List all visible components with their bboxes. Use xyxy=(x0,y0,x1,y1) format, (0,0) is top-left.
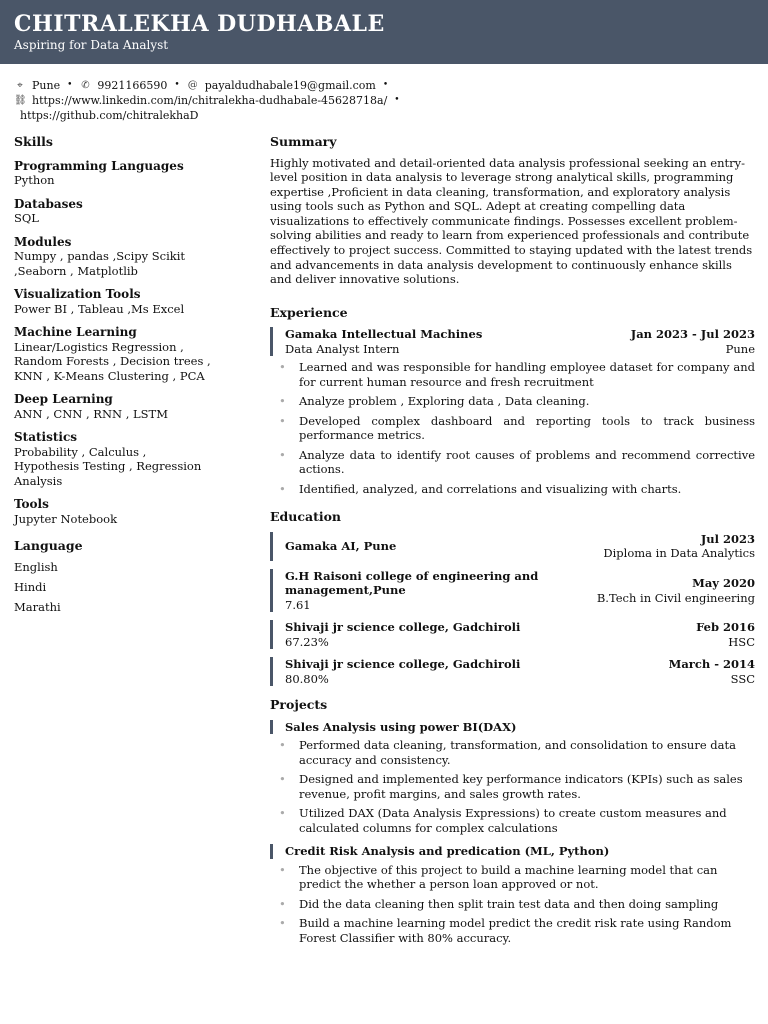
language-title: Language xyxy=(14,538,83,553)
experience-entry xyxy=(270,327,755,356)
project-bullet: • The objective of this project to build a machine learning model that can predict the whether a person loan approved or not. xyxy=(299,863,755,892)
education-score: 7.61 xyxy=(285,597,311,612)
skill-line: Python xyxy=(14,173,55,187)
resume-header xyxy=(0,0,768,64)
education-degree: Diploma in Data Analytics xyxy=(603,546,755,561)
education-entry xyxy=(270,620,755,649)
education-list xyxy=(270,532,755,687)
skill-heading: Statistics xyxy=(14,430,78,444)
language-item: Hindi xyxy=(14,579,47,594)
education-score: 67.23% xyxy=(285,634,329,649)
language-list xyxy=(14,560,244,615)
skill-line: KNN , K-Means Clustering , PCA xyxy=(14,368,205,383)
project-bullet: • Build a machine learning model predict the credit risk rate using Random Forest Classifier with 80% accuracy. xyxy=(299,916,755,945)
education-row xyxy=(285,635,755,650)
skill-line: Jupyter Notebook xyxy=(14,511,118,526)
contact-separator: • xyxy=(382,80,389,90)
project-entry xyxy=(270,844,755,859)
skill-line: ,Seaborn , Matplotlib xyxy=(14,263,138,278)
education-school: Shivaji jr science college, Gadchiroli xyxy=(285,657,521,672)
education-score: 80.80% xyxy=(285,671,329,686)
education-date: Feb 2016 xyxy=(696,620,755,635)
project-bullet: • Designed and implemented key performance indicators (KPIs) such as sales revenue, profit margins, and sales growth rates. xyxy=(299,772,755,801)
skill-heading: Tools xyxy=(14,497,49,511)
project-bullet: • Utilized DAX (Data Analysis Expressions) to create custom measures and calculated columns for complex calculations xyxy=(299,806,755,835)
education-entry xyxy=(270,657,755,686)
education-left xyxy=(285,569,565,613)
language-item: English xyxy=(14,559,58,574)
education-title: Education xyxy=(270,509,342,525)
skill-line: Power BI , Tableau ,Ms Excel xyxy=(14,301,185,316)
contact-separator: • xyxy=(174,80,180,90)
skill-line: ANN , CNN , RNN , LSTM xyxy=(14,406,168,421)
experience-bullets xyxy=(270,360,755,496)
education-right xyxy=(597,576,755,612)
skill-heading: Programming Languages xyxy=(14,158,184,173)
skill-groups xyxy=(14,159,244,527)
education-date: March - 2014 xyxy=(668,657,755,672)
experience-bullet: • Analyze problem , Exploring data , Data cleaning. xyxy=(299,394,755,409)
experience-bullet: • Analyze data to identify root causes of problems and recommend corrective actions. xyxy=(299,448,755,477)
project-bullet: • Did the data cleaning then split train test data and then doing sampling xyxy=(299,897,755,912)
contact-block xyxy=(0,64,768,123)
education-date: May 2020 xyxy=(692,576,755,591)
language-item: Marathi xyxy=(14,599,61,614)
experience-role: Data Analyst Intern xyxy=(285,341,400,356)
contact-github[interactable]: https://github.com/chitralekhaD xyxy=(20,109,199,122)
education-date: Jul 2023 xyxy=(700,531,755,546)
skill-line: Numpy , pandas ,Scipy Scikit xyxy=(14,249,186,263)
project-entry xyxy=(270,720,755,735)
skill-heading: Deep Learning xyxy=(14,392,113,406)
main-column xyxy=(270,135,755,950)
education-row xyxy=(285,620,755,635)
education-row xyxy=(285,532,755,561)
summary-text: Highly motivated and detail-oriented data analysis professional seeking an entry-level position in data analysis to leverage strong analytical skills, programming expertise ,Proficient in data cleaning, transformation, and exploratory analysis using tools such as Python and SQL. Adept at creating compelling data visualizations to effectively communicate findings. Possesses excellent problem-solving abilities and ready to learn from experienced professionals and contribute effectively to project success. Committed to staying updated with the latest trends and advancements in data analysis development to continuously enhance skills and deliver innovative solutions. xyxy=(270,155,753,287)
education-school: Shivaji jr science college, Gadchiroli xyxy=(285,620,521,635)
summary-title: Summary xyxy=(270,134,337,149)
skill-line: Probability , Calculus , xyxy=(14,444,147,459)
education-degree: SSC xyxy=(730,671,755,686)
skills-column xyxy=(14,135,244,614)
skill-line: Analysis xyxy=(14,473,63,488)
contact-linkedin[interactable]: https://www.linkedin.com/in/chitralekha-dudhabale-45628718a/ xyxy=(32,94,388,107)
project-name: Credit Risk Analysis and predication (ML, Python) xyxy=(285,844,610,859)
contact-email[interactable]: payaldudhabale19@gmail.com xyxy=(204,79,376,92)
education-school: G.H Raisoni college of engineering and management,Pune xyxy=(285,568,539,598)
education-entry xyxy=(270,532,755,561)
education-entry xyxy=(270,569,755,613)
education-degree: HSC xyxy=(728,634,755,649)
project-bullets xyxy=(270,863,755,946)
email-icon: @ xyxy=(187,80,198,91)
link-icon: ⛓ xyxy=(14,95,27,106)
phone-icon: ✆ xyxy=(81,80,90,91)
project-bullet: • Performed data cleaning, transformation, and consolidation to ensure data accuracy and consistency. xyxy=(299,738,755,767)
contact-phone: 9921166590 xyxy=(97,79,168,92)
contact-location: Pune xyxy=(32,79,61,92)
skills-title: Skills xyxy=(14,134,53,149)
project-bullets xyxy=(270,738,755,835)
skill-heading: Databases xyxy=(14,196,83,211)
skill-line: Random Forests , Decision trees , xyxy=(14,354,211,368)
skill-line: Hypothesis Testing , Regression xyxy=(14,459,202,473)
education-row xyxy=(285,657,755,672)
education-row xyxy=(285,569,755,613)
contact-separator: • xyxy=(67,80,73,90)
experience-bullet: • Learned and was responsible for handling employee dataset for company and for current human resource and fresh recruitment xyxy=(299,360,755,389)
skill-heading: Machine Learning xyxy=(14,325,137,339)
education-right xyxy=(603,532,755,561)
skill-line: Linear/Logistics Regression , xyxy=(14,339,184,354)
candidate-name: CHITRALEKHA DUDHABALE xyxy=(14,11,385,37)
projects-list xyxy=(270,720,755,946)
experience-bullet: • Identified, analyzed, and correlations and visualizing with charts. xyxy=(299,482,755,497)
education-degree: B.Tech in Civil engineering xyxy=(596,590,755,605)
contact-separator: • xyxy=(394,95,400,105)
project-name: Sales Analysis using power BI(DAX) xyxy=(285,719,517,734)
skill-heading: Visualization Tools xyxy=(14,287,141,301)
experience-location: Pune xyxy=(725,341,755,356)
education-row xyxy=(285,672,755,687)
experience-dates: Jan 2023 - Jul 2023 xyxy=(630,327,755,342)
candidate-tagline: Aspiring for Data Analyst xyxy=(14,38,169,52)
projects-title: Projects xyxy=(270,697,328,713)
location-pin-icon: ⌖ xyxy=(17,80,23,91)
education-school: Gamaka AI, Pune xyxy=(285,539,397,554)
skill-line: SQL xyxy=(14,211,39,225)
experience-company: Gamaka Intellectual Machines xyxy=(285,327,483,342)
experience-title: Experience xyxy=(270,304,348,320)
experience-bullet: • Developed complex dashboard and reporting tools to track business performance metrics. xyxy=(299,414,755,443)
skill-heading: Modules xyxy=(14,234,72,249)
